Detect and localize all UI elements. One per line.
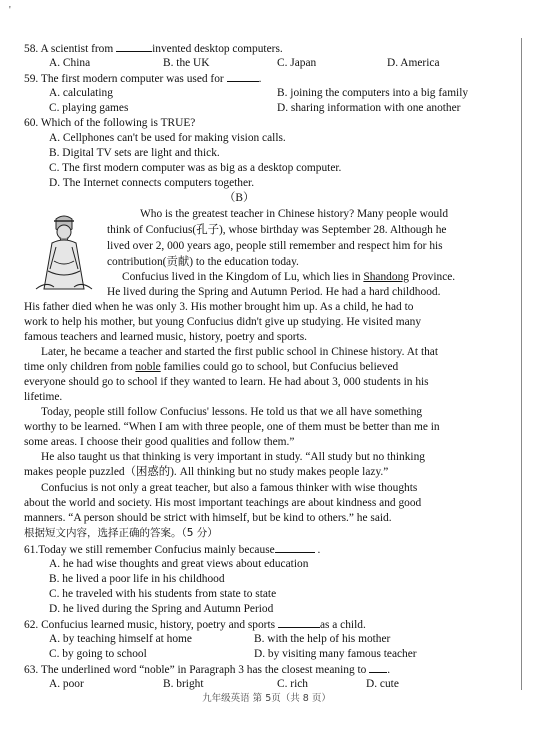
- question-60-option-d[interactable]: D. The Internet connects computers together.: [49, 177, 255, 189]
- passage-p1-line-4: contribution(贡献) to the education today.: [107, 256, 299, 268]
- question-61-option-a[interactable]: A. he had wise thoughts and great views about education: [49, 558, 309, 570]
- passage-p3-line-2: time only children from noble families could go to school, but Confucius believed: [24, 361, 399, 373]
- passage-p2-line-3: His father died when he was only 3. His mother brought him up. As a child, he had to: [24, 301, 414, 313]
- passage-p4-line-1: Today, people still follow Confucius' lessons. He told us that we all have something: [41, 406, 423, 418]
- question-62-option-c[interactable]: C. by going to school: [49, 648, 147, 660]
- question-63-option-d[interactable]: D. cute: [366, 678, 399, 690]
- answer-blank: [116, 41, 152, 52]
- question-59-option-b[interactable]: B. joining the computers into a big family: [277, 87, 469, 99]
- passage-p2-line-1: Confucius lived in the Kingdom of Lu, which lies in Shandong Province.: [122, 271, 456, 283]
- passage-p4-line-2: worthy to be learned. “When I am with three people, one of them must be better than me in: [24, 421, 440, 433]
- binding-margin-line: [521, 38, 522, 690]
- passage-p5-line-2: makes people puzzled（困惑的). All thinking but no study makes people lazy.”: [24, 466, 389, 478]
- question-62-option-d[interactable]: D. by visiting many famous teacher: [254, 648, 417, 660]
- question-58-stem: 58. A scientist from invented desktop computers.: [24, 43, 283, 55]
- corner-mark: ': [9, 5, 11, 16]
- passage-p1-line-3: lived over 2, 000 years ago, people still remember and respect him for his: [107, 240, 443, 252]
- passage-p4-line-3: some areas. I choose their good qualities and follow them.”: [24, 436, 295, 448]
- passage-p2-line-5: famous teachers and learned music, history, poetry and sports.: [24, 331, 307, 343]
- question-58-option-a[interactable]: A. China: [49, 57, 91, 69]
- passage-p3-line-4: lifetime.: [24, 391, 63, 403]
- question-63-option-c[interactable]: C. rich: [277, 678, 309, 690]
- question-58-option-d[interactable]: D. America: [387, 57, 440, 69]
- underlined-word-noble: noble: [135, 361, 161, 373]
- page-footer: 九年级英语 第 5页（共 8 页）: [202, 693, 331, 704]
- question-63-option-b[interactable]: B. bright: [163, 678, 204, 690]
- question-61-option-c[interactable]: C. he traveled with his students from state to state: [49, 588, 277, 600]
- question-61-option-b[interactable]: B. he lived a poor life in his childhood: [49, 573, 225, 585]
- passage-p6-line-2: about the world and society. His most important teachings are about kindness and good: [24, 497, 422, 509]
- question-61-option-d[interactable]: D. he lived during the Spring and Autumn Period: [49, 603, 274, 615]
- question-59-option-c[interactable]: C. playing games: [49, 102, 129, 114]
- passage-p6-line-3: manners. “A person should be strict with himself, but be kind to others.” he said.: [24, 512, 392, 524]
- instruction-text: 根据短文内容，选择正确的答案。（5 分）: [24, 527, 218, 539]
- question-60-option-b[interactable]: B. Digital TV sets are light and thick.: [49, 147, 220, 159]
- question-61-stem: 61.Today we still remember Confucius mainly because .: [24, 544, 321, 556]
- question-59-option-d[interactable]: D. sharing information with one another: [277, 102, 461, 114]
- question-58-option-b[interactable]: B. the UK: [163, 57, 210, 69]
- answer-blank: [275, 542, 315, 553]
- confucius-portrait-image: [26, 209, 102, 293]
- question-63-stem: 63. The underlined word “noble” in Paragraph 3 has the closest meaning to .: [24, 664, 391, 676]
- answer-blank: [369, 662, 387, 673]
- question-59-option-a[interactable]: A. calculating: [49, 87, 113, 99]
- answer-blank: [227, 71, 259, 82]
- place-name: Shandong: [363, 271, 409, 283]
- passage-p2-line-4: work to help his mother, but young Confucius didn't give up studying. He visited many: [24, 316, 422, 328]
- question-60-stem: 60. Which of the following is TRUE?: [24, 117, 196, 129]
- answer-blank: [278, 617, 320, 628]
- question-58-option-c[interactable]: C. Japan: [277, 57, 317, 69]
- passage-p2-line-2: He lived during the Spring and Autumn Period. He had a hard childhood.: [107, 286, 441, 298]
- question-62-stem: 62. Confucius learned music, history, poetry and sports as a child.: [24, 619, 366, 631]
- passage-p3-line-3: everyone should go to school if they wanted to learn. He had about 3, 000 students in his: [24, 376, 429, 388]
- section-b-heading: （B）: [224, 192, 255, 204]
- question-59-stem: 59. The first modern computer was used for .: [24, 73, 262, 85]
- question-60-option-a[interactable]: A. Cellphones can't be used for making vision calls.: [49, 132, 286, 144]
- question-62-option-b[interactable]: B. with the help of his mother: [254, 633, 391, 645]
- question-63-option-a[interactable]: A. poor: [49, 678, 84, 690]
- question-62-option-a[interactable]: A. by teaching himself at home: [49, 633, 192, 645]
- passage-p1-line-1: Who is the greatest teacher in Chinese history? Many people would: [140, 208, 449, 220]
- passage-p3-line-1: Later, he became a teacher and started the first public school in Chinese history. At that: [41, 346, 439, 358]
- question-60-option-c[interactable]: C. The first modern computer was as big as a desktop computer.: [49, 162, 342, 174]
- passage-p6-line-1: Confucius is not only a great teacher, but also a famous thinker with wise thoughts: [41, 482, 418, 494]
- passage-p5-line-1: He also taught us that thinking is very important in study. “All study but no thinking: [41, 451, 425, 463]
- passage-p1-line-2: think of Confucius(孔子), whose birthday was September 28. Although he: [107, 224, 447, 236]
